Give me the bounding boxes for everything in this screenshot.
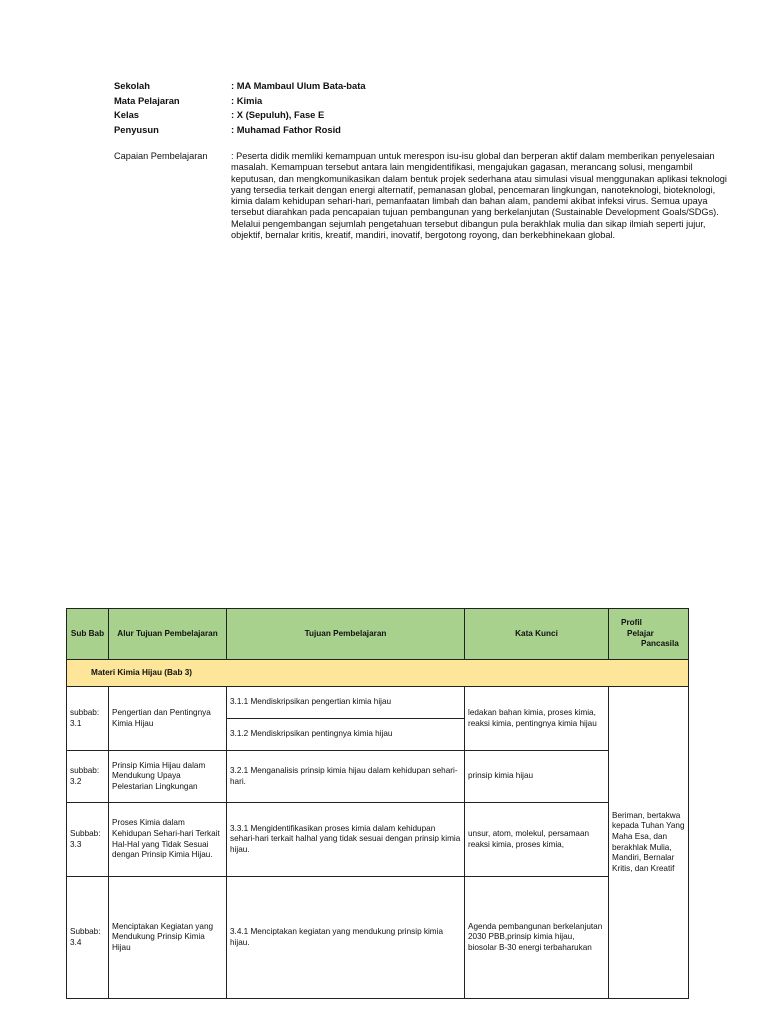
capaian-pembelajaran <box>114 151 729 241</box>
kata-kunci-cell: Agenda pembangunan berkelanjutan 2030 PBB,prinsip kimia hijau, biosolar B-30 energi terbaharukan <box>465 877 609 999</box>
header-kata-kunci: Kata Kunci <box>465 609 609 660</box>
sub-bab-cell: Subbab: 3.3 <box>67 803 109 877</box>
header-tujuan: Tujuan Pembelajaran <box>227 609 465 660</box>
alur-cell: Pengertian dan Pentingnya Kimia Hijau <box>109 687 227 751</box>
section-title: Materi Kimia Hijau (Bab 3) <box>67 660 689 687</box>
header-profil-line2: Pelajar <box>627 628 654 638</box>
learning-objectives-table <box>66 608 689 999</box>
header-value: : X (Sepuluh), Fase E <box>231 109 325 121</box>
header-value: : Muhamad Fathor Rosid <box>231 123 341 135</box>
section-row <box>67 660 689 687</box>
kata-kunci-cell: ledakan bahan kimia, proses kimia, reaksi kimia, pentingnya kimia hijau <box>465 687 609 751</box>
table-row <box>67 687 689 719</box>
header-row-kelas <box>114 108 734 123</box>
capaian-label: Capaian Pembelajaran <box>114 151 208 161</box>
capaian-text: : Peserta didik memliki kemampuan untuk merespon isu-isu global dan berperan aktif dalam memberikan penyelesaian masalah. Kemampuan tersebut antara lain mengidentifikasi, mengajukan gagasan, merancang solusi, mengambil keputusan, dan mengkomunikasikan dalam bentuk projek sederhana atau simulasi visual menggunakan aplikasi teknologi yang tersedia terkait dengan energi alternatif, pemanasan global, pencemaran lingkungan, nanoteknologi, bioteknologi, kimia dalam kehidupan sehari-hari, pemanfaatan limbah dan bahan alam, pandemi akibat infeksi virus. Semua upaya tersebut diarahkan pada pencapaian tujuan pembangunan yang berkelanjutan (Sustainable Development Goals/SDGs). Melalui pengembangan sejumlah pengetahuan tersebut dibangun pula berakhlak mulia dan sikap ilmiah seperti jujur, objektif, bernalar kritis, kreatif, mandiri, inovatif, bergotong royong, dan berkebhinekaan global. <box>231 151 727 241</box>
header-profil-line1: Profil <box>621 618 642 628</box>
table-row <box>67 751 689 803</box>
header-profil <box>609 609 689 660</box>
tujuan-cell: 3.2.1 Menganalisis prinsip kimia hijau dalam kehidupan sehari-hari. <box>227 751 465 803</box>
header-label: Sekolah <box>114 80 150 91</box>
header-alur: Alur Tujuan Pembelajaran <box>109 609 227 660</box>
header-row-sekolah <box>114 79 734 94</box>
alur-cell: Menciptakan Kegiatan yang Mendukung Prinsip Kimia Hijau <box>109 877 227 999</box>
header-label: Mata Pelajaran <box>114 94 180 106</box>
kata-kunci-cell: prinsip kimia hijau <box>465 751 609 803</box>
table-row <box>67 803 689 877</box>
header-value: : Kimia <box>231 94 263 106</box>
alur-cell: Prinsip Kimia Hijau dalam Mendukung Upaya Pelestarian Lingkungan <box>109 751 227 803</box>
tujuan-cell: 3.4.1 Menciptakan kegiatan yang mendukung prinsip kimia hijau. <box>227 877 465 999</box>
profil-cell: Beriman, bertakwa kepada Tuhan Yang Maha Esa, dan berakhlak Mulia, Mandiri, Bernalar Kritis, dan Kreatif <box>609 687 689 999</box>
header-profil-line3: Pancasila <box>641 639 679 649</box>
tujuan-cell: 3.1.2 Mendiskripsikan pentingnya kimia hijau <box>227 719 465 751</box>
sub-bab-cell: subbab: 3.1 <box>67 687 109 751</box>
tujuan-cell: 3.1.1 Mendiskripsikan pengertian kimia hijau <box>227 687 465 719</box>
header-value: : MA Mambaul Ulum Bata-bata <box>231 80 366 91</box>
header-row-mata-pelajaran <box>114 94 734 109</box>
table-row <box>67 877 689 999</box>
header-row-penyusun <box>114 123 734 138</box>
sub-bab-cell: Subbab: 3.4 <box>67 877 109 999</box>
sub-bab-cell: subbab: 3.2 <box>67 751 109 803</box>
tujuan-cell: 3.3.1 Mengidentifikasikan proses kimia dalam kehidupan sehari-hari terkait halhal yang tidak sesuai dengan prinsip kimia hijau. <box>227 803 465 877</box>
document-header <box>114 79 734 137</box>
header-label: Penyusun <box>114 123 159 135</box>
header-sub-bab: Sub Bab <box>67 609 109 660</box>
alur-cell: Proses Kimia dalam Kehidupan Sehari-hari Terkait Hal-Hal yang Tidak Sesuai dengan Prinsip Kimia Hijau. <box>109 803 227 877</box>
header-label: Kelas <box>114 109 140 121</box>
kata-kunci-cell: unsur, atom, molekul, persamaan reaksi kimia, proses kimia, <box>465 803 609 877</box>
table-header-row <box>67 609 689 660</box>
